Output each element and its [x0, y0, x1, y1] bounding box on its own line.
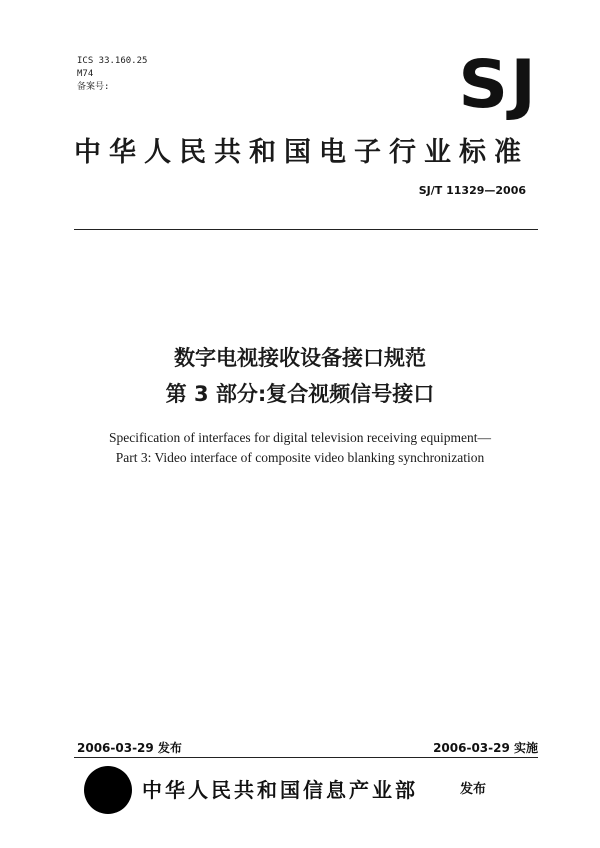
classification-code: M74 — [77, 69, 94, 79]
header-meta — [77, 55, 147, 94]
publisher-name: 中华人民共和国信息产业部 — [142, 778, 418, 802]
publisher-action: 发布 — [460, 782, 487, 797]
ics-code: ICS 33.160.25 — [77, 56, 148, 66]
top-divider — [74, 229, 538, 230]
document-title-en-line1: Specification of interfaces for digital television receiving equipment— — [109, 430, 491, 445]
document-title-zh-line1: 数字电视接收设备接口规范 — [174, 346, 426, 370]
standard-title: 中华人民共和国电子行业标准 — [74, 137, 529, 168]
record-number-label: 备案号: — [77, 82, 110, 92]
standard-number: SJ/T 11329—2006 — [418, 184, 526, 197]
implementation-date: 2006-03-29 实施 — [433, 741, 538, 755]
document-title-zh-line2: 第 3 部分:复合视频信号接口 — [165, 382, 435, 406]
sj-logo: SJ — [458, 46, 538, 123]
issue-date: 2006-03-29 发布 — [77, 741, 182, 755]
bottom-divider — [74, 757, 538, 758]
document-title-en-line2: Part 3: Video interface of composite video blanking synchronization — [115, 450, 485, 465]
ministry-seal — [84, 766, 132, 814]
